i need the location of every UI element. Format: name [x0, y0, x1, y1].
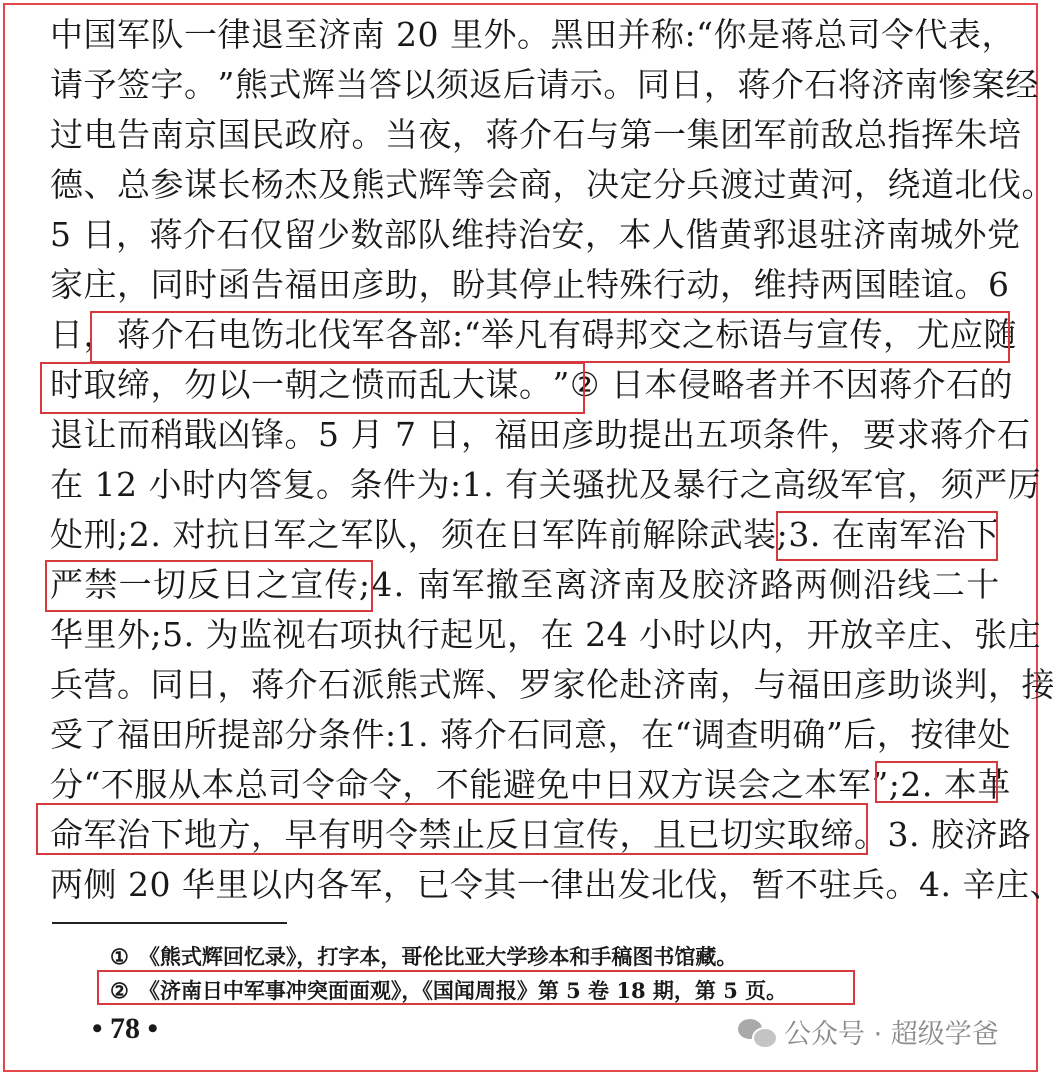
footnote: [110, 940, 787, 974]
text-line: 命 军 治 下 地 方 ， 早 有 明 令 禁 止 反 日 宣 传 ， 且 已 切 实 取 缔 。 3 . 胶 济 路: [50, 815, 1032, 854]
text-line: 严 禁 一 切 反 日 之 宣 传 ; 4 . 南 军 撤 至 离 济 南 及 胶 济 路 两 侧 沿 线 二 十: [50, 565, 1000, 604]
footnote-text: 《济南日中军事冲突面面观》，《国闻周报》第 5 卷 18 期，第 5 页。: [138, 978, 788, 1003]
text-line: 时 取 缔 ， 勿 以 一 朝 之 愤 而 乱 大 谋 。 ” ② 日 本 侵 略 者 并 不 因 蒋 介 石 的: [50, 365, 1013, 404]
text-line: 分 “ 不 服 从 本 总 司 令 命 令 ， 不 能 避 免 中 日 双 方 误 会 之 本 军 ” ; 2 . 本 革: [50, 765, 1011, 804]
footnote-mark: ②: [110, 978, 129, 1003]
footnote: [110, 974, 787, 1008]
highlight-box: [90, 311, 1010, 363]
highlight-box: [776, 511, 998, 561]
highlight-box: [40, 362, 585, 414]
footnote-text: 《熊式辉回忆录》，打字本，哥伦比亚大学珍本和手稿图书馆藏。: [138, 944, 738, 969]
text-line: 退 让 而 稍 戢 凶 锋 。 5 月 7 日 ， 福 田 彦 助 提 出 五 项 条 件 ， 要 求 蒋 介 石: [50, 415, 1031, 454]
highlight-box: [36, 803, 868, 855]
body-text: [50, 10, 1063, 910]
text-line: 兵 营 。 同 日 ， 蒋 介 石 派 熊 式 辉 、 罗 家 伦 赴 济 南 ， 与 福 田 彦 助 谈 判 ， 接: [50, 665, 1055, 704]
footnote-rule: [52, 922, 287, 924]
footnote-mark: ①: [110, 944, 129, 969]
text-line: 在 1 2 小 时 内 答 复 。 条 件 为 : 1 . 有 关 骚 扰 及 暴 行 之 高 级 军 官 ， 须 严 厉: [50, 465, 1042, 504]
text-line: 受 了 福 田 所 提 部 分 条 件 : 1 . 蒋 介 石 同 意 ， 在 “ 调 查 明 确 ” 后 ， 按 律 处: [50, 715, 1011, 754]
watermark-text: 公众号 · 超级学爸: [784, 1019, 999, 1050]
text-line: 过 电 告 南 京 国 民 政 府 。 当 夜 ， 蒋 介 石 与 第 一 集 团 军 前 敌 总 指 挥 朱 培: [50, 115, 1022, 154]
text-line: 请 予 签 字 。 ” 熊 式 辉 当 答 以 须 返 后 请 示 。 同 日 ， 蒋 介 石 将 济 南 惨 案 经: [50, 65, 1039, 104]
text-line: 两侧 20 华里以内各军，已令其一律出发北伐，暂不驻兵。4. 辛庄、: [50, 865, 1063, 904]
text-line: 日 ， 蒋 介 石 电 饬 北 伐 军 各 部 : “ 举 凡 有 碍 邦 交 之 标 语 与 宣 传 ， 尤 应 随: [50, 315, 1017, 354]
text-line: 5 日 ， 蒋 介 石 仅 留 少 数 部 队 维 持 治 安 ， 本 人 偕 黄 郛 退 驻 济 南 城 外 党: [50, 215, 1021, 254]
page-number: • 78 •: [92, 1012, 159, 1045]
watermark: [738, 1012, 999, 1051]
text-line: 处 刑 ; 2 . 对 抗 日 军 之 军 队 ， 须 在 日 军 阵 前 解 除 武 装 ; 3 . 在 南 军 治 下: [50, 515, 1000, 554]
wechat-icon: [738, 1017, 776, 1047]
text-line: 家 庄 ， 同 时 函 告 福 田 彦 助 ， 盼 其 停 止 特 殊 行 动 ， 维 持 两 国 睦 谊 。 6: [50, 265, 1010, 304]
highlight-box: [875, 761, 998, 803]
text-line: 中 国 军 队 一 律 退 至 济 南 2 0 里 外 。 黑 田 并 称 : “ 你 是 蒋 总 司 令 代 表 ，: [50, 15, 1015, 54]
highlight-box: [45, 560, 373, 612]
footnotes: [110, 940, 787, 1008]
text-line: 德 、 总 参 谋 长 杨 杰 及 熊 式 辉 等 会 商 ， 决 定 分 兵 渡 过 黄 河 ， 绕 道 北 伐 。: [50, 165, 1055, 204]
text-line: 华 里 外 ; 5 . 为 监 视 右 项 执 行 起 见 ， 在 2 4 小 时 以 内 ， 开 放 辛 庄 、 张 庄: [50, 615, 1042, 654]
